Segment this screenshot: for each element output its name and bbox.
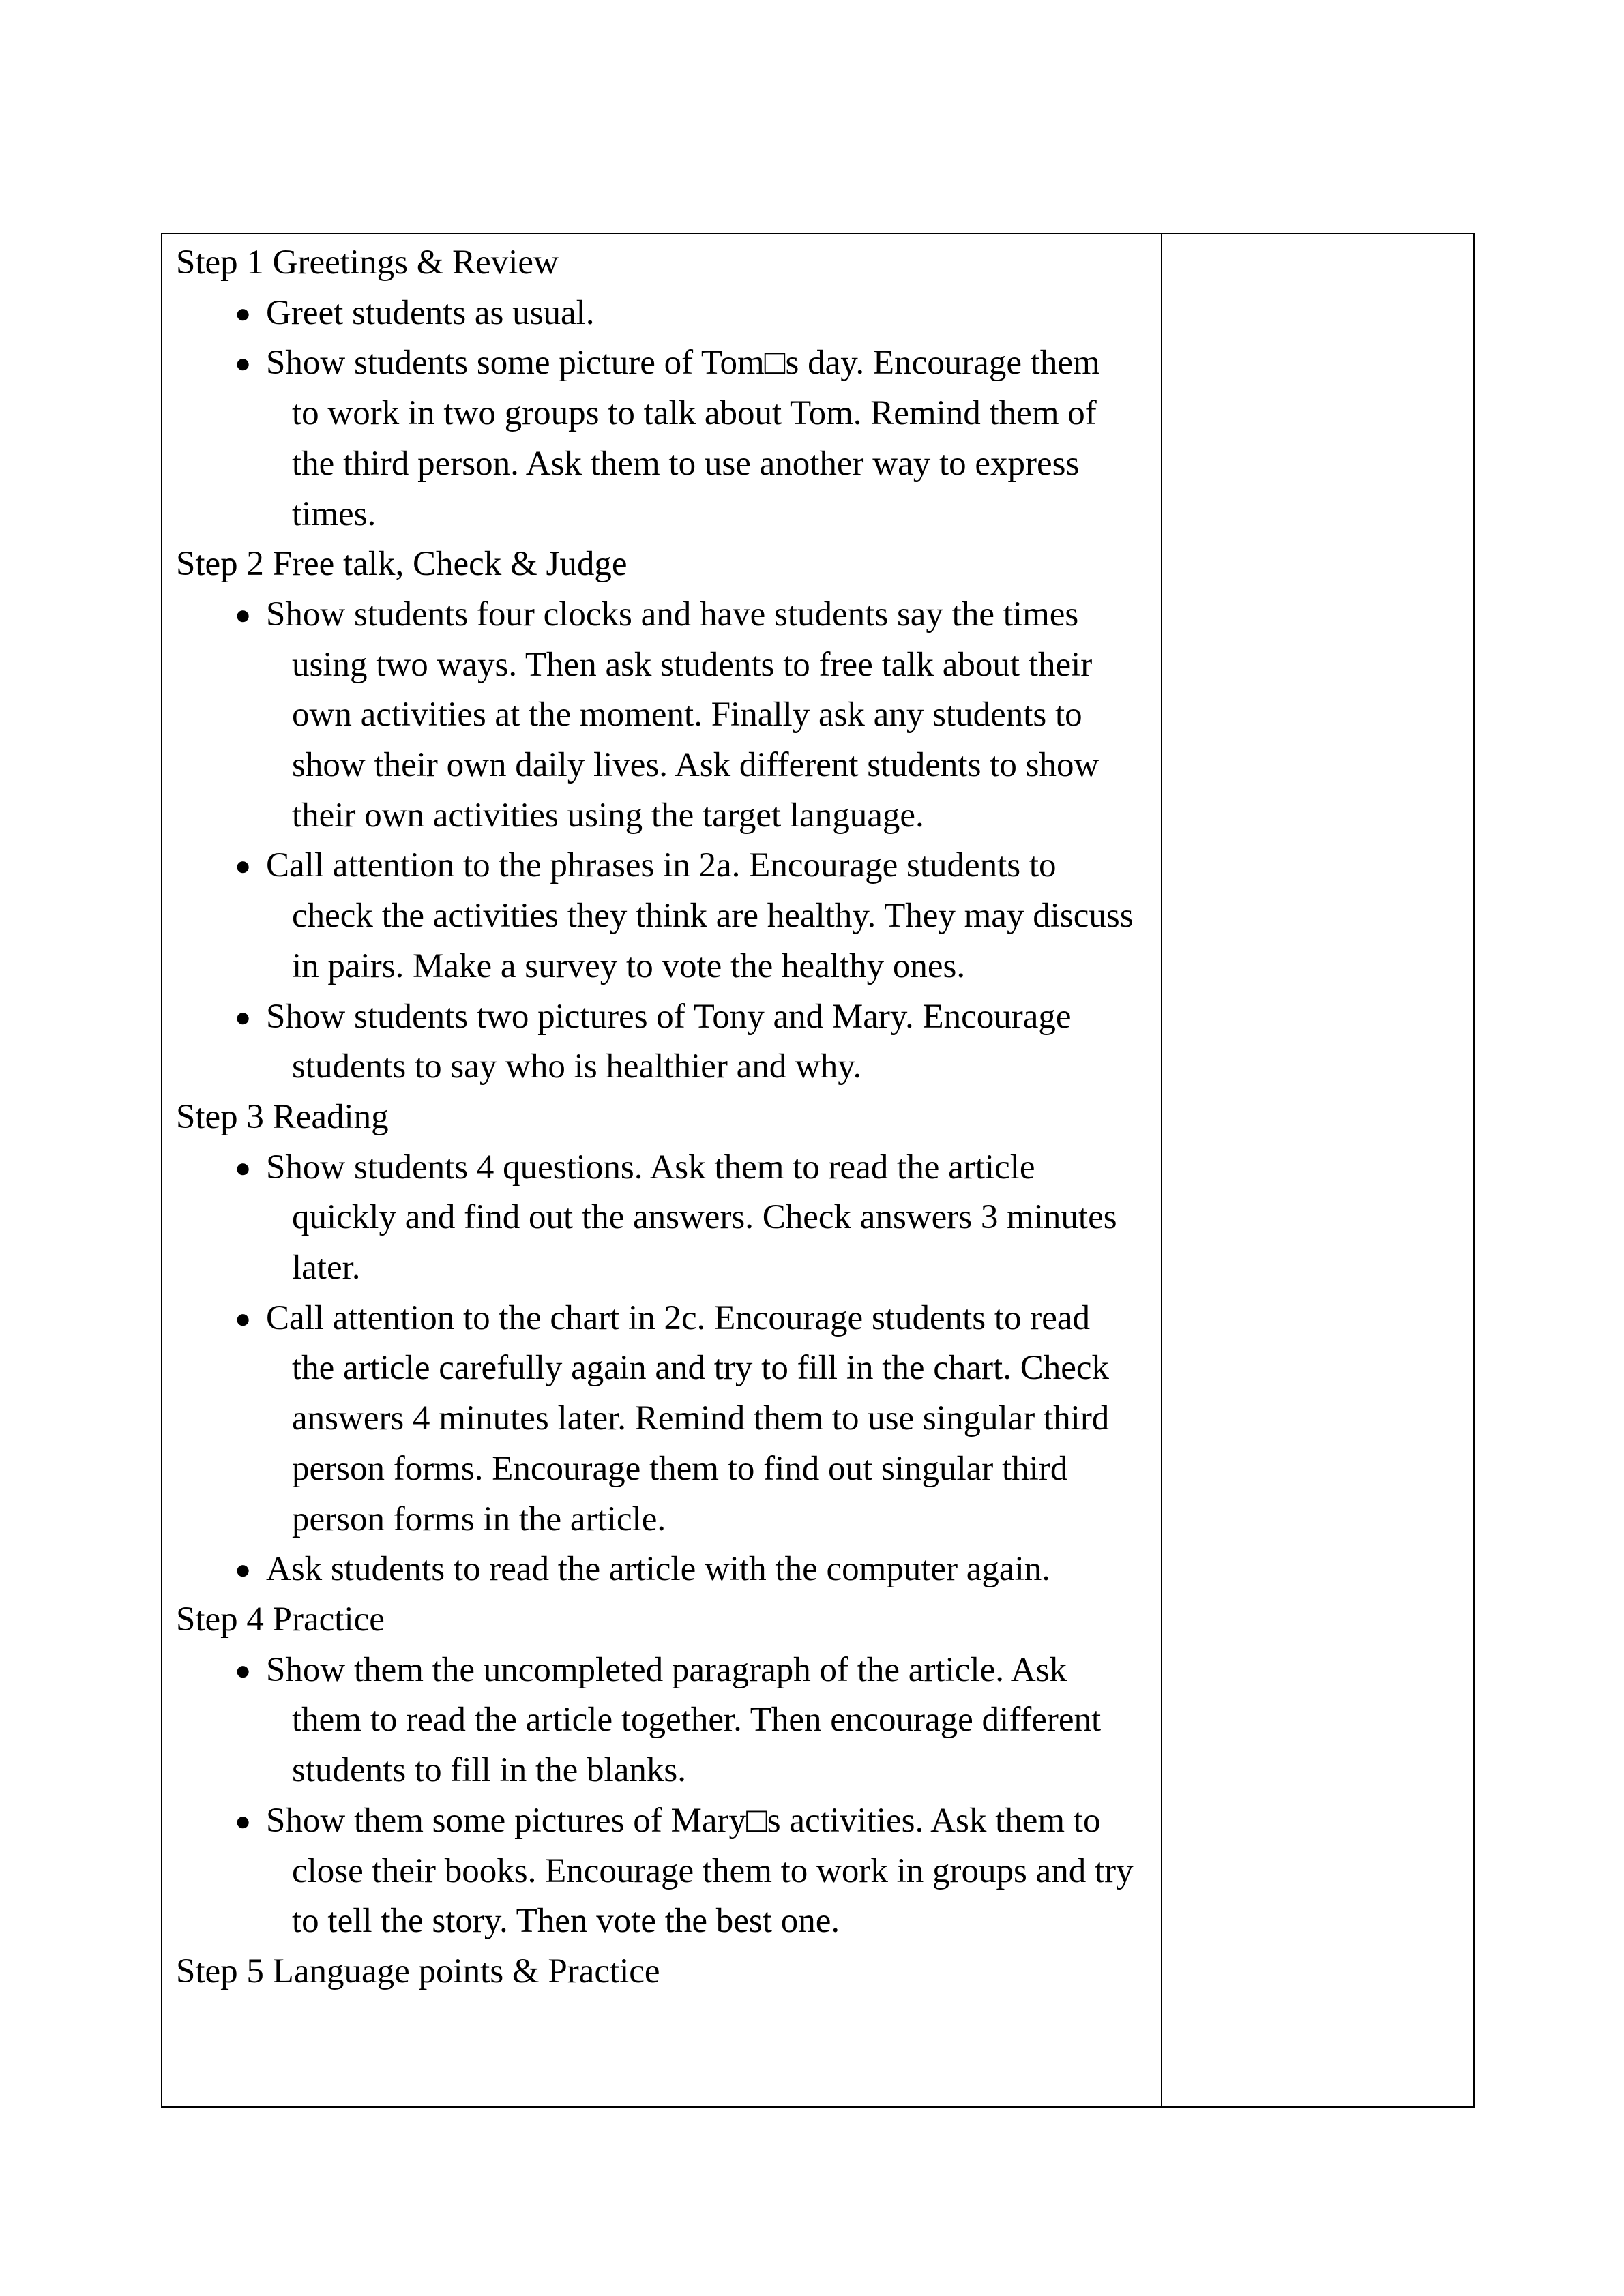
procedure-column: [162, 234, 1162, 2106]
step-3-bullets: [176, 1143, 1161, 1595]
list-item: [176, 1545, 1161, 1595]
step-4-heading: Step 4 Practice: [176, 1600, 385, 1639]
list-item: [176, 1645, 1161, 1796]
step-1-heading: Step 1 Greetings & Review: [176, 243, 559, 282]
list-item: [176, 1796, 1161, 1947]
notes-column: [1162, 234, 1473, 2106]
bullet-icon: ●: [235, 599, 252, 630]
bullet-text: Call attention to the chart in 2c. Encourage students to read the article carefully again and try to fill in the chart. Check answers 4 minutes later. Remind them to use singular third person forms. Encourage them to find out singular third person forms in the article.: [266, 1298, 1110, 1538]
bullet-icon: ●: [235, 1654, 252, 1686]
step-1-bullets: [176, 288, 1161, 540]
bullet-text: Call attention to the phrases in 2a. Encourage students to check the activities they think are healthy. They may discuss in pairs. Make a survey to vote the healthy ones.: [266, 846, 1134, 985]
bullet-text: Ask students to read the article with the computer again.: [266, 1550, 1050, 1589]
bullet-icon: ●: [235, 1805, 252, 1836]
bullet-icon: ●: [235, 297, 252, 329]
step-3-heading: Step 3 Reading: [176, 1097, 389, 1136]
bullet-text: Show students some picture of Tom□s day. Encourage them to work in two groups to talk about Tom. Remind them of the third person. Ask them to use another way to express times.: [266, 344, 1100, 533]
bullet-icon: ●: [235, 850, 252, 882]
bullet-icon: ●: [235, 348, 252, 379]
bullet-text: Show students two pictures of Tony and Mary. Encourage students to say who is healthier and why.: [266, 997, 1072, 1086]
bullet-icon: ●: [235, 1152, 252, 1183]
lesson-plan-table: [161, 233, 1475, 2108]
list-item: [176, 338, 1161, 539]
list-item: [176, 1294, 1161, 1545]
step-4-bullets: [176, 1645, 1161, 1947]
list-item: [176, 992, 1161, 1092]
bullet-text: Show students four clocks and have students say the times using two ways. Then ask students to free talk about their own activities at the moment. Finally ask any students to show their own daily lives. Ask different students to show their own activities using the target language.: [266, 595, 1099, 835]
bullet-text: Show them some pictures of Mary□s activities. Ask them to close their books. Encourage them to work in groups and try to tell the story. Then vote the best one.: [266, 1801, 1134, 1941]
bullet-icon: ●: [235, 1001, 252, 1032]
list-item: [176, 590, 1161, 841]
step-2-bullets: [176, 590, 1161, 1092]
bullet-text: Show them the uncompleted paragraph of the article. Ask them to read the article together. Then encourage different students to fill in the blanks.: [266, 1650, 1102, 1790]
list-item: [176, 288, 1161, 339]
bullet-icon: ●: [235, 1554, 252, 1585]
step-5-heading: Step 5 Language points & Practice: [176, 1952, 660, 1991]
bullet-icon: ●: [235, 1302, 252, 1334]
step-2-heading: Step 2 Free talk, Check & Judge: [176, 545, 628, 584]
list-item: [176, 1143, 1161, 1294]
bullet-text: Greet students as usual.: [266, 293, 595, 332]
bullet-text: Show students 4 questions. Ask them to read the article quickly and find out the answers. Check answers 3 minutes later.: [266, 1148, 1117, 1287]
list-item: [176, 841, 1161, 992]
